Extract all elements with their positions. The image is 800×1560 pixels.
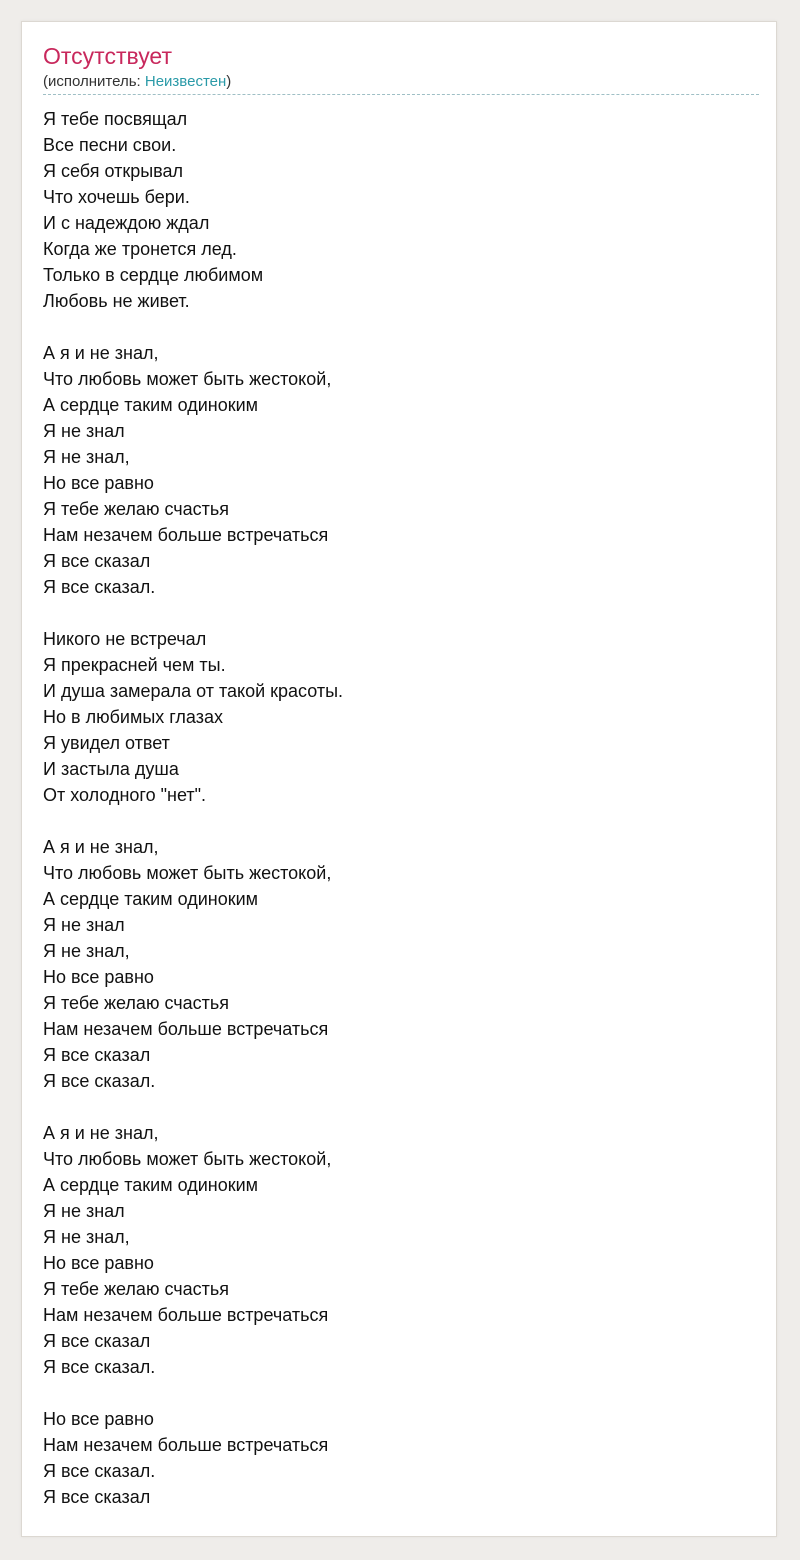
song-title: Отсутствует — [43, 43, 172, 69]
artist-suffix: ) — [226, 73, 232, 90]
artist-line — [43, 72, 231, 92]
lyrics-text: Я тебе посвящал Все песни свои. Я себя открывал Что хочешь бери. И с надеждою ждал Когда же тронется лед. Только в сердце любимом Любовь не живет. А я и не знал, Что любовь может быть жестокой, А сердце таким одиноким Я не знал Я не знал, Но все равно Я тебе желаю счастья Нам незачем больше встречаться Я все сказал Я все сказал. Никого не встречал Я прекрасней чем ты. И душа замерала от такой красоты. Но в любимых глазах Я увидел ответ И застыла душа От холодного "нет". А я и не знал, Что любовь может быть жестокой, А сердце таким одиноким Я не знал Я не знал, Но все равно Я тебе желаю счастья Нам незачем больше встречаться Я все сказал Я все сказал. А я и не знал, Что любовь может быть жестокой, А сердце таким одиноким Я не знал Я не знал, Но все равно Я тебе желаю счастья Нам незачем больше встречаться Я все сказал Я все сказал. Но все равно Нам незачем больше встречаться Я все сказал. Я все сказал — [43, 109, 344, 1507]
song-header — [43, 42, 759, 95]
artist-prefix: (исполнитель: — [43, 73, 145, 90]
lyrics-card — [21, 21, 777, 1537]
artist-link[interactable]: Неизвестен — [144, 73, 227, 90]
